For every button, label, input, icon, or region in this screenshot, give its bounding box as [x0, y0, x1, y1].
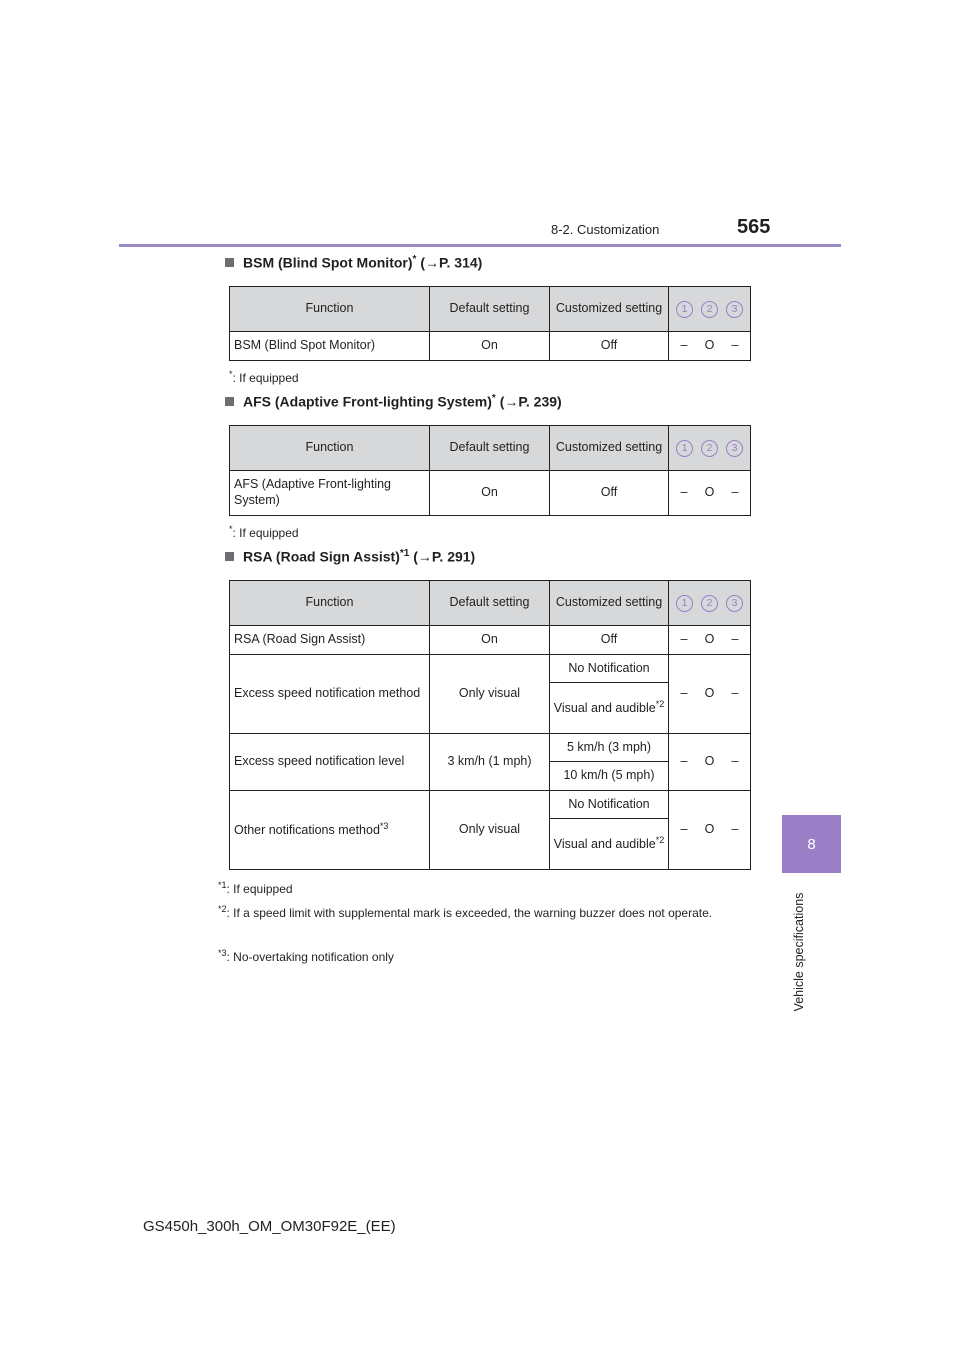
note-mark: * — [229, 524, 233, 534]
cell-default: On — [430, 626, 550, 655]
bsm-title-mark: * — [412, 254, 417, 265]
setting-3: – — [731, 686, 739, 701]
cell-settings — [669, 655, 751, 734]
note-text: : If equipped — [232, 371, 299, 385]
setting-1: – — [680, 632, 688, 647]
setting-3: – — [731, 338, 739, 353]
circle-3-icon: 3 — [726, 440, 743, 457]
cell-default: On — [430, 332, 550, 361]
custom-b-mark: *2 — [655, 699, 665, 710]
footnote-mark: *2 — [218, 904, 227, 914]
bsm-title — [225, 254, 482, 271]
col-function: Function — [230, 287, 430, 332]
footnote-text: : If equipped — [226, 882, 293, 896]
col-settings — [669, 581, 751, 626]
table-row — [230, 734, 751, 762]
cell-default: Only visual — [430, 655, 550, 734]
bullet-square-icon — [225, 552, 234, 561]
setting-2: O — [704, 632, 715, 647]
chapter-tab: 8 — [782, 815, 841, 873]
document-id: GS450h_300h_OM_OM30F92E_(EE) — [143, 1218, 396, 1235]
circle-3-icon: 3 — [726, 595, 743, 612]
table-row — [230, 332, 751, 361]
function-text: Other notifications method — [234, 823, 380, 838]
circle-2-icon: 2 — [701, 301, 718, 318]
cell-settings — [669, 626, 751, 655]
cell-settings — [669, 471, 751, 516]
header-rule — [119, 244, 841, 247]
col-customized: Customized setting — [550, 581, 669, 626]
cell-custom: Off — [550, 471, 669, 516]
cell-function: RSA (Road Sign Assist) — [230, 626, 430, 655]
cell-custom: Off — [550, 332, 669, 361]
setting-3: – — [731, 754, 739, 769]
cell-custom-b: 10 km/h (5 mph) — [550, 762, 669, 791]
col-customized: Customized setting — [550, 287, 669, 332]
setting-1: – — [680, 338, 688, 353]
note-text: : If equipped — [232, 526, 299, 540]
note-mark: * — [229, 369, 233, 379]
cell-custom: Off — [550, 626, 669, 655]
bsm-table — [229, 286, 751, 361]
cell-custom-b — [550, 819, 669, 870]
rsa-title-mark: *1 — [399, 548, 410, 559]
custom-b-mark: *2 — [655, 835, 665, 846]
col-default: Default setting — [430, 426, 550, 471]
col-customized: Customized setting — [550, 426, 669, 471]
footnote-mark: *3 — [218, 948, 227, 958]
cell-settings — [669, 332, 751, 361]
circle-3-icon: 3 — [726, 301, 743, 318]
custom-b-text: Visual and audible — [553, 701, 656, 716]
cell-default: 3 km/h (1 mph) — [430, 734, 550, 791]
cell-function: BSM (Blind Spot Monitor) — [230, 332, 430, 361]
chapter-label-text: Vehicle specifications — [792, 892, 806, 1012]
table-header-row — [230, 287, 751, 332]
setting-2: O — [704, 485, 715, 500]
bullet-square-icon — [225, 258, 234, 267]
col-settings — [669, 287, 751, 332]
col-default: Default setting — [430, 287, 550, 332]
table-row — [230, 655, 751, 683]
function-mark: *3 — [379, 821, 389, 832]
bullet-square-icon — [225, 397, 234, 406]
col-function: Function — [230, 426, 430, 471]
table-row — [230, 471, 751, 516]
custom-b-text: Visual and audible — [553, 837, 656, 852]
footnote-mark: *1 — [218, 880, 227, 890]
cell-function: Excess speed notification method — [230, 655, 430, 734]
cell-settings — [669, 734, 751, 791]
footnote-text: : If a speed limit with supplemental mark is exceeded, the warning buzzer does not operate. — [226, 906, 713, 920]
afs-ref: (→P. 239) — [499, 393, 562, 410]
col-function: Function — [230, 581, 430, 626]
table-header-row — [230, 426, 751, 471]
cell-function: AFS (Adaptive Front-lighting System) — [230, 471, 430, 516]
cell-function: Excess speed notification level — [230, 734, 430, 791]
cell-custom-a: No Notification — [550, 791, 669, 819]
cell-custom-a: 5 km/h (3 mph) — [550, 734, 669, 762]
table-header-row — [230, 581, 751, 626]
afs-table — [229, 425, 751, 516]
footnote-1 — [218, 880, 737, 899]
footnote-3 — [218, 948, 737, 967]
circle-1-icon: 1 — [676, 440, 693, 457]
afs-title — [225, 393, 562, 410]
cell-custom-a: No Notification — [550, 655, 669, 683]
setting-2: O — [704, 686, 715, 701]
page-number: 565 — [737, 216, 771, 238]
setting-3: – — [731, 485, 739, 500]
bsm-note — [229, 369, 299, 385]
footnote-2 — [218, 904, 737, 923]
rsa-title-text: RSA (Road Sign Assist) — [243, 548, 400, 565]
footnote-text: : No-overtaking notification only — [226, 950, 394, 964]
afs-title-mark: * — [491, 393, 496, 404]
table-row — [230, 626, 751, 655]
cell-custom-b — [550, 683, 669, 734]
table-row — [230, 791, 751, 819]
cell-settings — [669, 791, 751, 870]
col-default: Default setting — [430, 581, 550, 626]
circle-2-icon: 2 — [701, 440, 718, 457]
chapter-label — [792, 882, 812, 1022]
header-section: 8-2. Customization — [551, 222, 660, 237]
bsm-title-text: BSM (Blind Spot Monitor) — [243, 254, 413, 271]
setting-1: – — [680, 686, 688, 701]
setting-1: – — [680, 822, 688, 837]
rsa-table — [229, 580, 751, 870]
cell-function — [230, 791, 430, 870]
setting-3: – — [731, 822, 739, 837]
cell-default: On — [430, 471, 550, 516]
setting-2: O — [704, 822, 715, 837]
cell-default: Only visual — [430, 791, 550, 870]
setting-2: O — [704, 338, 715, 353]
bsm-ref: (→P. 314) — [420, 254, 483, 271]
circle-1-icon: 1 — [676, 301, 693, 318]
setting-3: – — [731, 632, 739, 647]
setting-1: – — [680, 485, 688, 500]
setting-2: O — [704, 754, 715, 769]
rsa-title — [225, 548, 475, 565]
rsa-ref: (→P. 291) — [413, 548, 476, 565]
setting-1: – — [680, 754, 688, 769]
circle-2-icon: 2 — [701, 595, 718, 612]
afs-note — [229, 524, 299, 540]
circle-1-icon: 1 — [676, 595, 693, 612]
col-settings — [669, 426, 751, 471]
afs-title-text: AFS (Adaptive Front-lighting System) — [243, 393, 492, 410]
